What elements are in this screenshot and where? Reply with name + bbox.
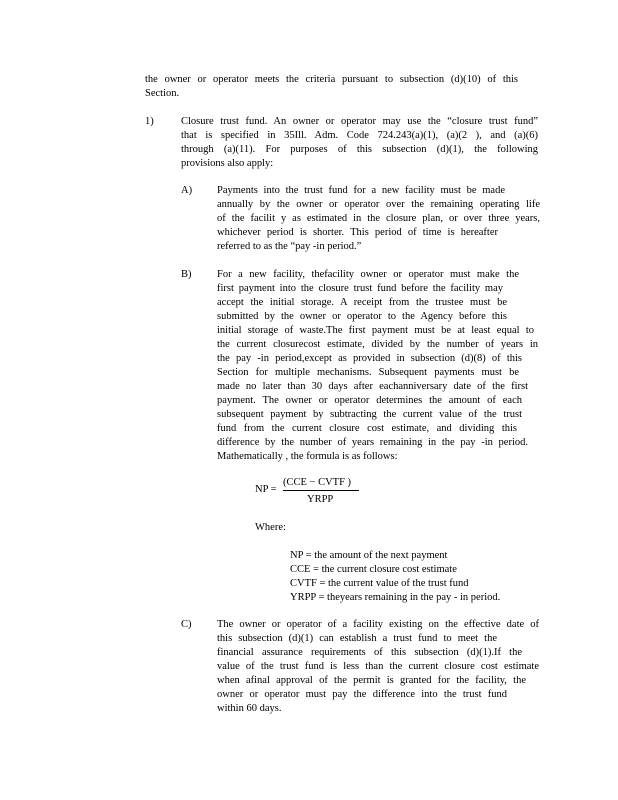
text-line: this subsection (d)(1) can establish a trust fund to meet the [217, 633, 497, 644]
definition-line: CCE = the current closure cost estimate [290, 564, 457, 575]
text-line: when afinal approval of the permit is granted for the facility, the [217, 675, 526, 686]
item-b-label: B) [181, 269, 192, 280]
item-c-paragraph [217, 618, 539, 716]
text-line: the owner or operator meets the criteria pursuant to subsection (d)(10) of this [145, 74, 518, 85]
item-b-paragraph [217, 268, 538, 464]
text-line: referred to as the “pay -in period.” [217, 241, 362, 252]
text-line: of the facilit y as estimated in the closure plan, or over three years, [217, 213, 540, 224]
text-line: Closure trust fund. An owner or operator may use the “closure trust fund” [181, 116, 538, 127]
text-line: financial assurance requirements of this subsection (d)(1).If the [217, 647, 522, 658]
text-line: difference by the number of years remaining in the pay -in period. [217, 437, 528, 448]
text-line: Section. [145, 88, 180, 99]
text-line: the current closurecost estimate, divided by the number of years in [217, 339, 538, 350]
text-line: that is specified in 35Ill. Adm. Code 724.243(a)(1), (a)(2 ), and (a)(6) [181, 130, 538, 141]
text-line: payment. The owner or operator determines the amount of each [217, 395, 522, 406]
formula-lhs: NP = [255, 484, 277, 495]
text-line: provisions also apply: [181, 158, 274, 169]
formula-numerator: (CCE − CVTF ) [283, 477, 352, 488]
where-label: Where: [255, 522, 286, 533]
item-1-paragraph [181, 115, 538, 171]
text-line: Mathematically , the formula is as follows: [217, 451, 398, 462]
text-line: fund from the current closure cost estimate, and dividing this [217, 423, 517, 434]
text-line: Section for multiple mechanisms. Subsequent payments must be [217, 367, 519, 378]
text-line: For a new facility, thefacility owner or operator must make the [217, 269, 519, 280]
text-line: submitted by the owner or operator to the Agency before this [217, 311, 507, 322]
item-c-label: C) [181, 619, 192, 630]
text-line: through (a)(11). For purposes of this subsection (d)(1), the following [181, 144, 538, 155]
formula-denominator: YRPP [307, 494, 334, 505]
text-line: whichever period is shorter. This period of time is hereafter [217, 227, 498, 238]
payment-formula [255, 476, 365, 510]
definition-line: NP = the amount of the next payment [290, 550, 448, 561]
text-line: value of the trust fund is less than the current closure cost estimate [217, 661, 539, 672]
text-line: Payments into the trust fund for a new facility must be made [217, 185, 505, 196]
text-line: initial storage of waste.The first payment must be at least equal to [217, 325, 534, 336]
item-1-label: 1) [145, 116, 154, 127]
text-line: made no later than 30 days after eachanniversary date of the first [217, 381, 528, 392]
text-line: The owner or operator of a facility existing on the effective date of [217, 619, 539, 630]
item-a-label: A) [181, 185, 193, 196]
fraction-bar [283, 490, 359, 491]
text-line: first payment into the closure trust fund before the facility may [217, 283, 503, 294]
text-line: owner or operator must pay the difference into the trust fund [217, 689, 507, 700]
text-line: within 60 days. [217, 703, 282, 714]
definition-line: YRPP = theyears remaining in the pay - in period. [290, 592, 501, 603]
intro-paragraph [145, 73, 518, 101]
text-line: accept the initial storage. A receipt from the trustee must be [217, 297, 507, 308]
item-a-paragraph [217, 184, 540, 254]
formula-definitions [290, 549, 500, 605]
text-line: the pay -in period,except as provided in subsection (d)(8) of this [217, 353, 522, 364]
definition-line: CVTF = the current value of the trust fund [290, 578, 469, 589]
text-line: subsequent payment by subtracting the current value of the trust [217, 409, 522, 420]
text-line: annually by the owner or operator over the remaining operating life [217, 199, 540, 210]
